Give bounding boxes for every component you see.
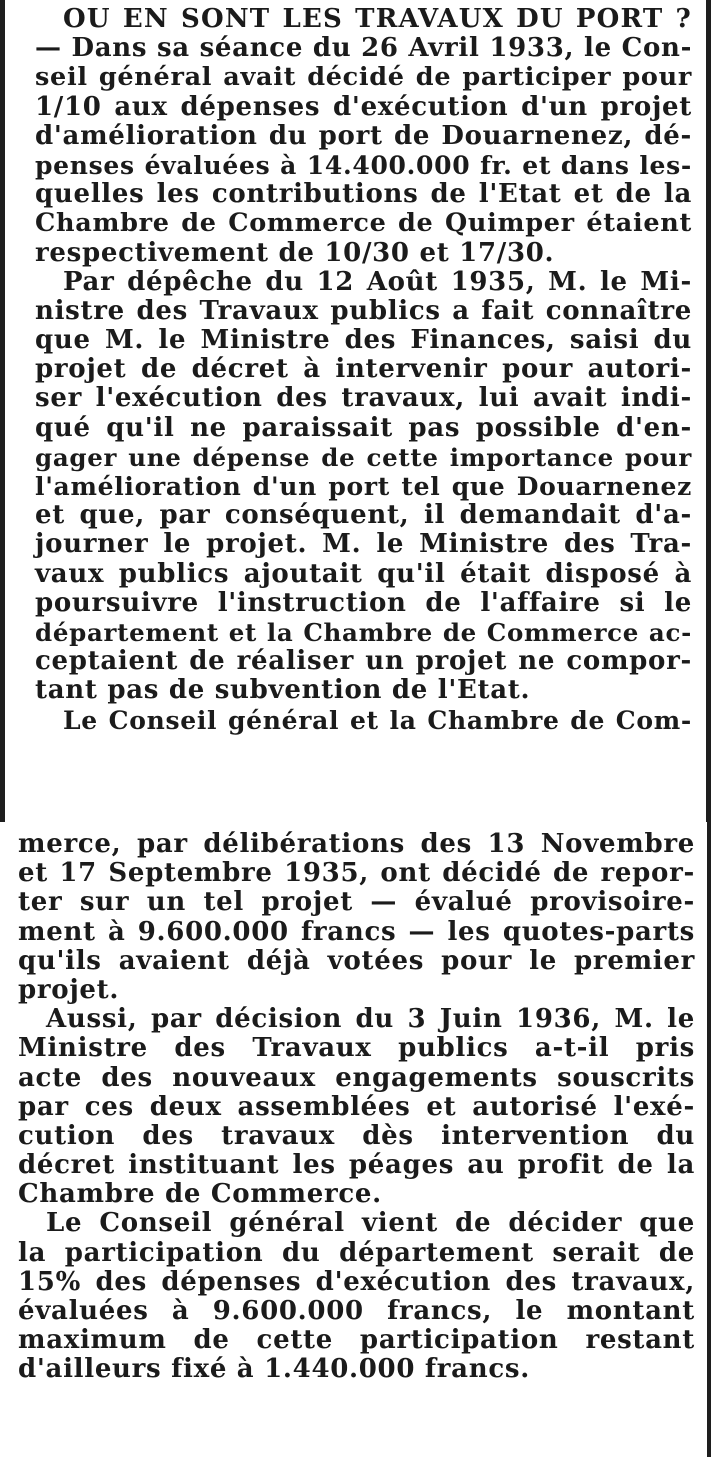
article-heading-line: OU EN SONT LES TRAVAUX DU PORT ? bbox=[63, 4, 692, 34]
text-line: — Dans sa séance du 26 Avril 1933, le Con- bbox=[35, 33, 693, 64]
text-line: ser l'exécution des travaux, lui avait indi- bbox=[35, 383, 692, 414]
text-line: maximum de cette participation restant bbox=[18, 1325, 695, 1356]
text-line: décret instituant les péages au profit de la bbox=[18, 1150, 695, 1181]
text-line: d'ailleurs fixé à 1.440.000 francs. bbox=[18, 1354, 530, 1385]
article-clipping-bottom bbox=[0, 822, 711, 1457]
paragraph-start-line: Le Conseil général et la Chambre de Com- bbox=[63, 705, 692, 735]
text-line: tant pas de subvention de l'Etat. bbox=[35, 675, 531, 706]
text-line: poursuivre l'instruction de l'affaire si le bbox=[35, 587, 692, 618]
text-line: cution des travaux dès intervention du bbox=[18, 1120, 695, 1151]
paragraph-start-line: Par dépêche du 12 Août 1935, M. le Mi- bbox=[63, 266, 692, 297]
text-line: l'amélioration d'un port tel que Douarnenez bbox=[35, 472, 692, 501]
text-line: évaluées à 9.600.000 francs, le montant bbox=[18, 1296, 695, 1326]
text-line: journer le projet. M. le Ministre des Tra- bbox=[35, 529, 692, 560]
text-line: acte des nouveaux engagements souscrits bbox=[18, 1062, 695, 1093]
text-line: projet. bbox=[18, 974, 120, 1005]
text-line: 1/10 aux dépenses d'exécution d'un projet bbox=[35, 91, 692, 122]
paragraph-start-line: Le Conseil général vient de décider que bbox=[46, 1208, 695, 1239]
text-line: la participation du département serait de bbox=[18, 1237, 695, 1268]
text-line: Chambre de Commerce de Quimper étaient bbox=[35, 208, 692, 239]
text-line: que M. le Ministre des Finances, saisi du bbox=[35, 325, 692, 356]
text-line: d'amélioration du port de Douarnenez, dé- bbox=[35, 120, 692, 151]
text-line: seil général avait décidé de participer pour bbox=[35, 62, 692, 93]
text-line: Chambre de Commerce. bbox=[18, 1179, 382, 1210]
text-line: respectivement de 10/30 et 17/30. bbox=[35, 237, 555, 268]
text-line: département et la Chambre de Commerce ac- bbox=[35, 617, 692, 647]
text-line: nistre des Travaux publics a fait connaître bbox=[35, 295, 692, 326]
text-line: Ministre des Travaux publics a-t-il pris bbox=[18, 1033, 695, 1064]
text-line: qué qu'il ne paraissait pas possible d'en- bbox=[35, 412, 692, 443]
text-line: 15% des dépenses d'exécution des travaux, bbox=[18, 1266, 695, 1297]
text-line: et 17 Septembre 1935, ont décidé de repor- bbox=[18, 858, 695, 889]
text-line: ceptaient de réaliser un projet ne compor- bbox=[35, 646, 692, 677]
text-line: par ces deux assemblées et autorisé l'exé- bbox=[18, 1091, 695, 1122]
text-line: et que, par conséquent, il demandait d'a- bbox=[35, 500, 692, 531]
text-line: merce, par délibérations des 13 Novembre bbox=[18, 829, 695, 859]
text-line: gager une dépense de cette importance pour bbox=[35, 442, 692, 472]
text-line: quelles les contributions de l'Etat et de la bbox=[35, 179, 692, 210]
text-line: vaux publics ajoutait qu'il était disposé à bbox=[35, 558, 692, 589]
text-line: projet de décret à intervenir pour autori- bbox=[35, 354, 692, 385]
text-line: ment à 9.600.000 francs — les quotes-parts bbox=[18, 916, 695, 947]
text-line: ter sur un tel projet — évalué provisoire- bbox=[18, 887, 695, 918]
text-line: penses évaluées à 14.400.000 fr. et dans les- bbox=[35, 150, 692, 180]
paragraph-start-line: Aussi, par décision du 3 Juin 1936, M. le bbox=[46, 1004, 695, 1035]
text-line: qu'ils avaient déjà votées pour le premier bbox=[18, 945, 695, 976]
